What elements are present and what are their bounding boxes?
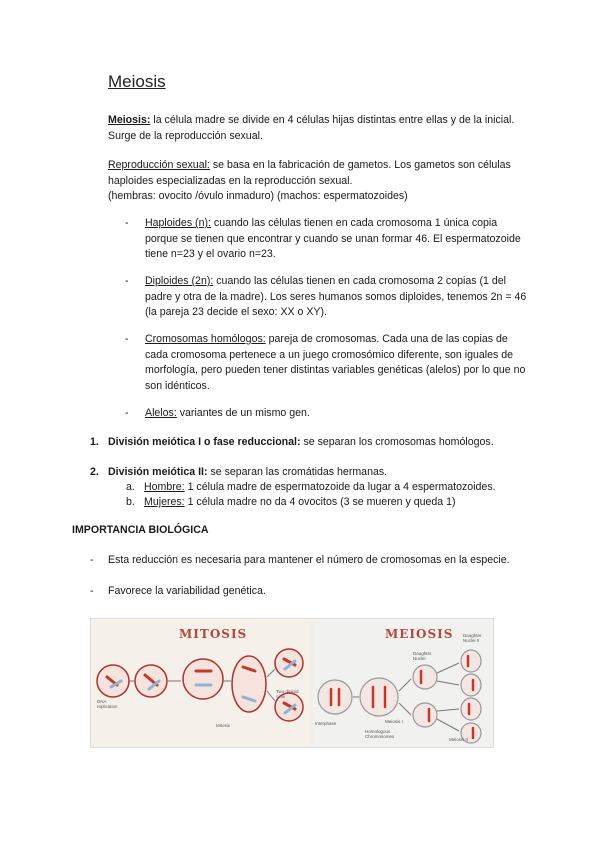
importance-text: Favorece la variabilidad genética. xyxy=(108,585,266,597)
list-item-haploides xyxy=(125,216,530,263)
page-title: Meiosis xyxy=(108,72,166,91)
mujeres-term: Mujeres: xyxy=(144,496,185,508)
mitosis-cell-4 xyxy=(232,656,266,712)
homologous-label: Homologous Chromosomes xyxy=(365,729,395,739)
dash-bullet: - xyxy=(125,275,129,287)
meiosis-1-cell xyxy=(360,678,398,716)
meiosis-2-label: Meiosis II xyxy=(449,737,469,742)
meiosis-panel xyxy=(313,619,493,747)
alelos-term: Alelos: xyxy=(145,407,177,419)
importance-item xyxy=(90,553,510,569)
haploides-term: Haploides (n): xyxy=(145,217,211,229)
division-2-term: División meiótica II: xyxy=(108,466,208,478)
sub-item-mujeres xyxy=(126,495,546,511)
dash-bullet: - xyxy=(90,585,94,597)
two-diploid-label: Two diploid cells xyxy=(276,689,299,699)
mitosis-cell-3 xyxy=(183,659,223,699)
division-1-text: se separan los cromosomas homólogos. xyxy=(300,436,494,448)
item-number: 1. xyxy=(90,436,99,448)
daughter-nuclei-2-label: Daughter Nuclei II xyxy=(463,633,482,643)
arrow xyxy=(399,679,411,691)
arrow xyxy=(267,669,275,677)
reproduction-term: Reproducción sexual: xyxy=(108,159,210,171)
importance-item xyxy=(90,584,510,600)
arrow xyxy=(437,719,459,731)
list-item-homologos xyxy=(125,332,530,394)
mitosis-meiosis-figure xyxy=(90,618,494,748)
importance-heading: IMPORTANCIA BIOLÓGICA xyxy=(72,524,209,536)
list-item-alelos xyxy=(125,406,530,422)
arrow xyxy=(399,703,411,715)
final-cell-3 xyxy=(461,698,481,720)
mitosis-panel xyxy=(91,619,311,747)
dash-bullet: - xyxy=(125,407,129,419)
meiosis-definition xyxy=(108,113,528,144)
meiosis-1-label: Meiosis I xyxy=(385,719,403,724)
daughter-nucleus-1 xyxy=(413,665,437,689)
interphase-cell xyxy=(318,680,352,714)
dash-bullet: - xyxy=(125,333,129,345)
division-2-text: se separan las cromátidas hermanas. xyxy=(207,466,388,478)
dna-replication-label: DNA replication xyxy=(97,699,118,709)
division-1-term: División meiótica I o fase reduccional: xyxy=(108,436,301,448)
interphase-label: Interphase xyxy=(315,721,337,726)
hombre-text: 1 célula madre de espermatozoide da lugar a 4 espermatozoides. xyxy=(184,481,496,493)
daughter-nucleus-2 xyxy=(413,703,437,727)
arrow xyxy=(267,691,275,701)
meiosis-term: Meiosis: xyxy=(108,114,151,126)
haploides-text: cuando las células tienen en cada cromosoma 1 única copia porque se tienen que encontrar y cuando se unan formar 46. El espermatozoide tiene n=23 y el ovario n=23. xyxy=(145,217,521,260)
homologos-term: Cromosomas homólogos: xyxy=(145,333,266,345)
meiosis-text: la célula madre se divide en 4 células hijas distintas entre ellas y de la inicial. Surge de la reproducción sexual. xyxy=(108,114,515,142)
daughter-nuclei-label: Daughter Nuclei xyxy=(413,651,432,661)
diploides-term: Diploides (2n): xyxy=(145,275,214,287)
numbered-item-1 xyxy=(90,435,530,451)
meiosis-title: MEIOSIS xyxy=(385,627,454,641)
arrow xyxy=(437,681,459,685)
reproduction-definition xyxy=(108,158,528,205)
reproduction-note: (hembras: ovocito /óvulo inmaduro) (machos: espermatozoides) xyxy=(108,190,408,202)
final-cell-2 xyxy=(461,674,481,696)
arrow xyxy=(437,709,459,711)
mitosis-diagram xyxy=(91,619,311,747)
item-number: 2. xyxy=(90,466,99,478)
reproduction-text: se basa en la fabricación de gametos. Los gametos son células haploides especializadas en la reproducción sexual. xyxy=(108,159,511,187)
final-cell-1 xyxy=(461,650,481,672)
dash-bullet: - xyxy=(125,217,129,229)
sub-letter: a. xyxy=(126,481,135,493)
mujeres-text: 1 célula madre no da 4 ovocitos (3 se mueren y queda 1) xyxy=(184,496,456,508)
homologos-text: pareja de cromosomas. Cada una de las copias de cada cromosoma pertenece a un juego cromosómico diferente, son iguales de morfología, pero pueden tener distintas variables genéticas (alelos) por lo que no son idénticos. xyxy=(145,333,526,392)
sub-letter: b. xyxy=(126,496,135,508)
dash-bullet: - xyxy=(90,554,94,566)
mitosis-title: MITOSIS xyxy=(179,627,248,641)
sub-item-hombre xyxy=(126,480,546,496)
diploides-text: cuando las células tienen en cada cromosoma 2 copias (1 del padre y otra de la madre). Los seres humanos somos diploides, tenemos 2n = 46 (la pareja 23 decide el sexo: XX o XY). xyxy=(145,275,527,318)
mitosis-label: Mitosis xyxy=(216,723,231,728)
alelos-text: variantes de un mismo gen. xyxy=(176,407,310,419)
arrow xyxy=(437,663,459,673)
importance-text: Esta reducción es necesaria para mantener el número de cromosomas en la especie. xyxy=(108,554,510,566)
numbered-item-2 xyxy=(90,465,530,481)
hombre-term: Hombre: xyxy=(144,481,185,493)
list-item-diploides xyxy=(125,274,530,321)
